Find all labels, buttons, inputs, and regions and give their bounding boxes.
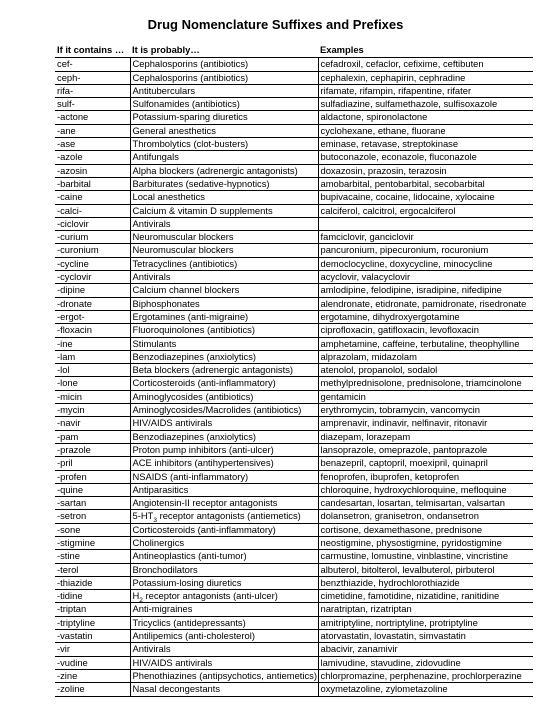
cell-examples: cefadroxil, cefaclor, cefixime, ceftibuten <box>318 58 533 71</box>
cell-affix: -cyclovir <box>55 271 130 284</box>
table-row <box>55 443 533 456</box>
cell-examples: erythromycin, tobramycin, vancomycin <box>318 404 533 417</box>
cell-affix: -azole <box>55 151 130 164</box>
cell-drug-class: ACE inhibitors (antihypertensives) <box>130 457 318 470</box>
cell-examples: ergotamine, dihydroxyergotamine <box>318 310 533 323</box>
cell-drug-class: Antivirals <box>130 271 318 284</box>
table-row <box>55 404 533 417</box>
cell-examples: democlocycline, doxycycline, minocycline <box>318 257 533 270</box>
table-row <box>55 164 533 177</box>
table-row <box>55 297 533 310</box>
cell-affix: -terol <box>55 563 130 576</box>
cell-affix: -profen <box>55 470 130 483</box>
cell-affix: -pam <box>55 430 130 443</box>
cell-drug-class: $H_2$ receptor antagonists (anti-ulcer) <box>130 590 318 603</box>
cell-drug-class: Nasal decongestants <box>130 683 318 696</box>
cell-affix: -caine <box>55 191 130 204</box>
cell-affix: -ine <box>55 337 130 350</box>
table-row <box>55 603 533 616</box>
column-header-examples: Examples <box>318 44 533 58</box>
table-row <box>55 111 533 124</box>
cell-examples: cyclohexane, ethane, fluorane <box>318 124 533 137</box>
table-body <box>55 58 533 696</box>
table-row <box>55 244 533 257</box>
cell-drug-class: Stimulants <box>130 337 318 350</box>
cell-affix: -calci- <box>55 204 130 217</box>
table-row <box>55 683 533 696</box>
cell-drug-class: Benzodiazepines (anxiolytics) <box>130 430 318 443</box>
cell-examples: aldactone, spironolactone <box>318 111 533 124</box>
cell-examples: cimetidine, famotidine, nizatidine, ranitidine <box>318 590 533 603</box>
cell-drug-class: Tetracyclines (antibiotics) <box>130 257 318 270</box>
table-row <box>55 523 533 536</box>
cell-drug-class: HIV/AIDS antivirals <box>130 656 318 669</box>
table-row <box>55 457 533 470</box>
table-row <box>55 204 533 217</box>
cell-drug-class: Potassium-sparing diuretics <box>130 111 318 124</box>
cell-affix: -setron <box>55 510 130 523</box>
cell-examples: amlodipine, felodipine, isradipine, nifedipine <box>318 284 533 297</box>
cell-examples: rifamate, rifampin, rifapentine, rifater <box>318 84 533 97</box>
table-row <box>55 483 533 496</box>
cell-drug-class: General anesthetics <box>130 124 318 137</box>
table-row <box>55 284 533 297</box>
table-row <box>55 310 533 323</box>
table-row <box>55 643 533 656</box>
cell-examples: lamivudine, stavudine, zidovudine <box>318 656 533 669</box>
cell-drug-class: Biphosphonates <box>130 297 318 310</box>
cell-affix: -lone <box>55 377 130 390</box>
cell-drug-class: Aminoglycosides/Macrolides (antibiotics) <box>130 404 318 417</box>
cell-drug-class: Antifungals <box>130 151 318 164</box>
cell-drug-class: Calcium & vitamin D supplements <box>130 204 318 217</box>
cell-examples: alprazolam, midazolam <box>318 350 533 363</box>
cell-drug-class: Bronchodilators <box>130 563 318 576</box>
cell-affix: -ane <box>55 124 130 137</box>
cell-drug-class: $5-HT_3$ receptor antagonists (antiemetics) <box>130 510 318 523</box>
cell-drug-class: Antivirals <box>130 217 318 230</box>
cell-affix: -lol <box>55 364 130 377</box>
cell-examples: benzthiazide, hydrochlorothiazide <box>318 576 533 589</box>
cell-affix: -azosin <box>55 164 130 177</box>
cell-affix: -zoline <box>55 683 130 696</box>
cell-affix: -dronate <box>55 297 130 310</box>
cell-examples: oxymetazoline, zylometazoline <box>318 683 533 696</box>
cell-examples: butoconazole, econazole, fluconazole <box>318 151 533 164</box>
cell-affix: -dipine <box>55 284 130 297</box>
cell-examples: lansoprazole, omeprazole, pantoprazole <box>318 443 533 456</box>
table-row <box>55 364 533 377</box>
cell-affix: -quine <box>55 483 130 496</box>
cell-examples: pancuronium, pipecuronium, rocuronium <box>318 244 533 257</box>
cell-examples: doxazosin, prazosin, terazosin <box>318 164 533 177</box>
cell-affix: -cycline <box>55 257 130 270</box>
cell-affix: -floxacin <box>55 324 130 337</box>
cell-drug-class: Local anesthetics <box>130 191 318 204</box>
table-row <box>55 377 533 390</box>
cell-drug-class: Tricyclics (antidepressants) <box>130 616 318 629</box>
table-row <box>55 257 533 270</box>
cell-examples: amobarbital, pentobarbital, secobarbital <box>318 177 533 190</box>
column-header-contains: If it contains … <box>55 44 130 58</box>
cell-affix: -curonium <box>55 244 130 257</box>
cell-affix: -micin <box>55 390 130 403</box>
cell-drug-class: Benzodiazepines (anxiolytics) <box>130 350 318 363</box>
cell-examples: diazepam, lorazepam <box>318 430 533 443</box>
table-row <box>55 191 533 204</box>
cell-affix: sulf- <box>55 98 130 111</box>
table-row <box>55 550 533 563</box>
table-row <box>55 271 533 284</box>
cell-affix: -actone <box>55 111 130 124</box>
cell-drug-class: Potassium-losing diuretics <box>130 576 318 589</box>
cell-examples: dolansetron, granisetron, ondansetron <box>318 510 533 523</box>
table-row <box>55 630 533 643</box>
table-row <box>55 217 533 230</box>
cell-examples: amphetamine, caffeine, terbutaline, theophylline <box>318 337 533 350</box>
cell-affix: -curium <box>55 231 130 244</box>
cell-drug-class: Antituberculars <box>130 84 318 97</box>
cell-affix: ceph- <box>55 71 130 84</box>
cell-drug-class: Angiotensin-II receptor antagonists <box>130 497 318 510</box>
cell-drug-class: Antivirals <box>130 643 318 656</box>
table-row <box>55 616 533 629</box>
table-row <box>55 337 533 350</box>
cell-drug-class: Antilipemics (anti-cholesterol) <box>130 630 318 643</box>
cell-affix: -navir <box>55 417 130 430</box>
cell-examples: sulfadiazine, sulfamethazole, sulfisoxazole <box>318 98 533 111</box>
table-row <box>55 390 533 403</box>
cell-drug-class: Fluoroquinolones (antibiotics) <box>130 324 318 337</box>
cell-drug-class: Thrombolytics (clot-busters) <box>130 138 318 151</box>
cell-affix: -ergot- <box>55 310 130 323</box>
table-row <box>55 350 533 363</box>
cell-drug-class: Antineoplastics (anti-tumor) <box>130 550 318 563</box>
cell-examples: gentamicin <box>318 390 533 403</box>
cell-affix: -tidine <box>55 590 130 603</box>
cell-drug-class: Barbiturates (sedative-hypnotics) <box>130 177 318 190</box>
cell-examples: carmustine, lomustine, vinblastine, vincristine <box>318 550 533 563</box>
cell-examples: cortisone, dexamethasone, prednisone <box>318 523 533 536</box>
table-row <box>55 510 533 523</box>
table-row <box>55 417 533 430</box>
table-row <box>55 563 533 576</box>
cell-affix: -sone <box>55 523 130 536</box>
cell-drug-class: Beta blockers (adrenergic antagonists) <box>130 364 318 377</box>
cell-drug-class: Ergotamines (anti-migraine) <box>130 310 318 323</box>
cell-examples: chlorpromazine, perphenazine, prochlorperazine <box>318 669 533 682</box>
cell-affix: -lam <box>55 350 130 363</box>
nomenclature-table <box>55 44 533 697</box>
cell-drug-class: NSAIDS (anti-inflammatory) <box>130 470 318 483</box>
cell-drug-class: Anti-migraines <box>130 603 318 616</box>
cell-examples: famciclovir, ganciclovir <box>318 231 533 244</box>
cell-examples: abacivir, zanamivir <box>318 643 533 656</box>
cell-drug-class: Aminoglycosides (antibiotics) <box>130 390 318 403</box>
cell-affix: -mycin <box>55 404 130 417</box>
cell-affix: -vastatin <box>55 630 130 643</box>
cell-drug-class: Sulfonamides (antibiotics) <box>130 98 318 111</box>
cell-examples: amitriptyline, nortriptyline, protriptyline <box>318 616 533 629</box>
table-row <box>55 58 533 71</box>
cell-examples: chloroquine, hydroxychloroquine, mefloquine <box>318 483 533 496</box>
cell-examples: atenolol, propanolol, sodalol <box>318 364 533 377</box>
cell-drug-class: Cephalosporins (antibiotics) <box>130 71 318 84</box>
table-row <box>55 151 533 164</box>
table-row <box>55 138 533 151</box>
cell-examples: methylprednisolone, prednisolone, triamcinolone <box>318 377 533 390</box>
cell-examples: benazepril, captopril, moexipril, quinapril <box>318 457 533 470</box>
cell-examples: albuterol, bitolterol, levalbuterol, pirbuterol <box>318 563 533 576</box>
cell-examples: naratriptan, rizatriptan <box>318 603 533 616</box>
cell-drug-class: Antiparasitics <box>130 483 318 496</box>
table-row <box>55 590 533 603</box>
cell-drug-class: Cholinergics <box>130 536 318 549</box>
table-row <box>55 98 533 111</box>
cell-drug-class: Cephalosporins (antibiotics) <box>130 58 318 71</box>
table-row <box>55 669 533 682</box>
cell-examples: candesartan, losartan, telmisartan, valsartan <box>318 497 533 510</box>
cell-affix: -thiazide <box>55 576 130 589</box>
cell-examples: neostigmine, physostigmine, pyridostigmine <box>318 536 533 549</box>
cell-drug-class: Alpha blockers (adrenergic antagonists) <box>130 164 318 177</box>
cell-drug-class: Neuromuscular blockers <box>130 244 318 257</box>
table-header-row <box>55 44 533 58</box>
cell-examples: cephalexin, cephapirin, cephradine <box>318 71 533 84</box>
table-row <box>55 84 533 97</box>
table-row <box>55 656 533 669</box>
cell-examples: ciprofloxacin, gatifloxacin, levofloxacin <box>318 324 533 337</box>
cell-drug-class: Corticosteroids (anti-inflammatory) <box>130 377 318 390</box>
cell-examples: alendronate, etidronate, pamidronate, risedronate <box>318 297 533 310</box>
cell-affix: -prazole <box>55 443 130 456</box>
page-title: Drug Nomenclature Suffixes and Prefixes <box>147 17 404 32</box>
cell-affix: -zine <box>55 669 130 682</box>
cell-affix: -vudine <box>55 656 130 669</box>
table-row <box>55 124 533 137</box>
cell-examples: calciferol, calcitrol, ergocalciferol <box>318 204 533 217</box>
cell-affix: -triptan <box>55 603 130 616</box>
cell-affix: -ciclovir <box>55 217 130 230</box>
cell-affix: -pril <box>55 457 130 470</box>
cell-affix: rifa- <box>55 84 130 97</box>
cell-drug-class: Corticosteroids (anti-inflammatory) <box>130 523 318 536</box>
table-row <box>55 470 533 483</box>
cell-examples: eminase, retavase, streptokinase <box>318 138 533 151</box>
column-header-probably: It is probably… <box>130 44 318 58</box>
cell-affix: cef- <box>55 58 130 71</box>
cell-drug-class: HIV/AIDS antivirals <box>130 417 318 430</box>
cell-examples: atorvastatin, lovastatin, simvastatin <box>318 630 533 643</box>
cell-affix: -ase <box>55 138 130 151</box>
table-row <box>55 71 533 84</box>
cell-drug-class: Neuromuscular blockers <box>130 231 318 244</box>
cell-examples: fenoprofen, ibuprofen, ketoprofen <box>318 470 533 483</box>
table-row <box>55 430 533 443</box>
cell-affix: -triptyline <box>55 616 130 629</box>
table-row <box>55 536 533 549</box>
table-row <box>55 497 533 510</box>
cell-affix: -stigmine <box>55 536 130 549</box>
cell-affix: -barbital <box>55 177 130 190</box>
table-row <box>55 324 533 337</box>
cell-examples: acyclovir, valacyclovir <box>318 271 533 284</box>
table-row <box>55 231 533 244</box>
cell-examples: bupivacaine, cocaine, lidocaine, xylocaine <box>318 191 533 204</box>
table-row <box>55 177 533 190</box>
cell-affix: -vir <box>55 643 130 656</box>
cell-drug-class: Phenothiazines (antipsychotics, antiemetics) <box>130 669 318 682</box>
cell-drug-class: Proton pump inhibitors (anti-ulcer) <box>130 443 318 456</box>
cell-affix: -sartan <box>55 497 130 510</box>
cell-examples <box>318 217 533 230</box>
cell-drug-class: Calcium channel blockers <box>130 284 318 297</box>
cell-affix: -stine <box>55 550 130 563</box>
table-row <box>55 576 533 589</box>
cell-examples: amprenavir, indinavir, nelfinavir, ritonavir <box>318 417 533 430</box>
